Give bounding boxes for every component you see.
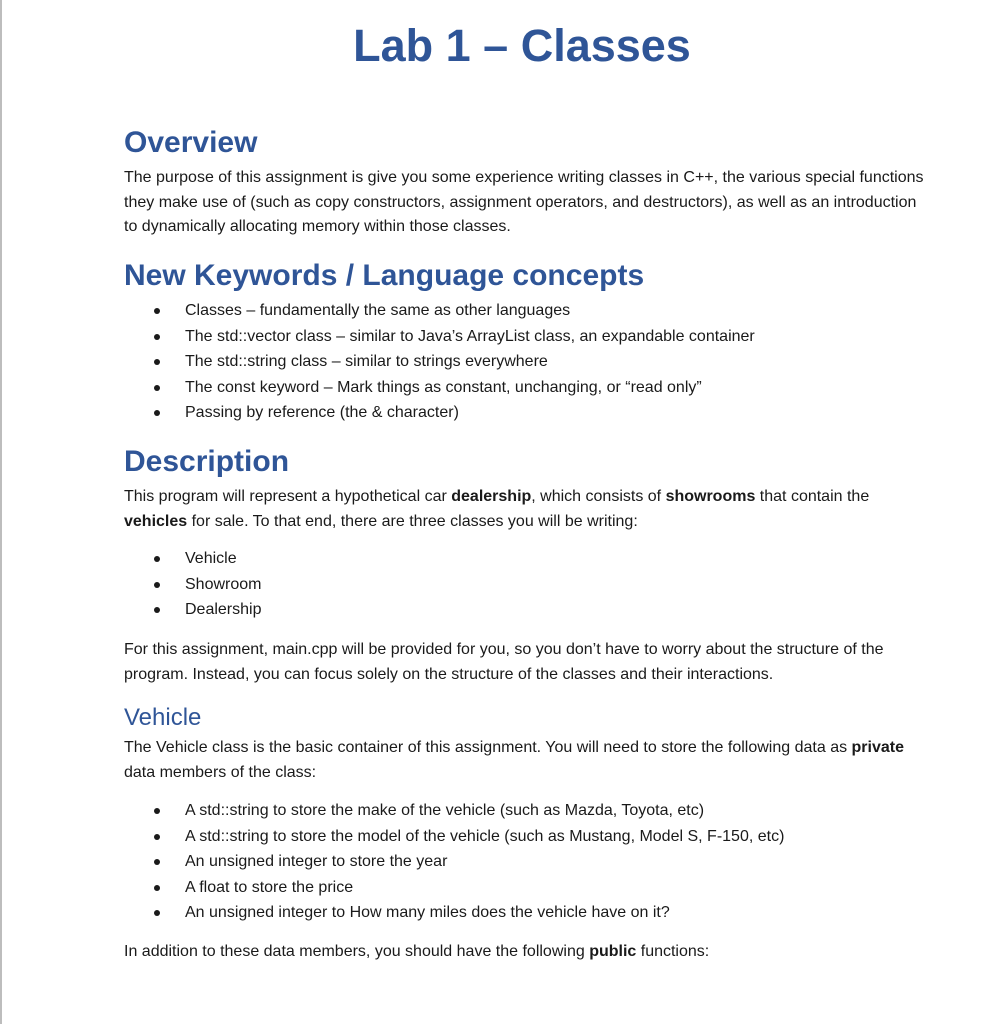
vehicle-intro-paragraph: The Vehicle class is the basic container of this assignment. You will need to store the following data as private data members of the class: (124, 739, 904, 781)
list-item: Showroom (124, 572, 924, 598)
list-item: Passing by reference (the & character) (124, 400, 924, 426)
vehicle-members-list (124, 798, 924, 926)
overview-paragraph: The purpose of this assignment is give you some experience writing classes in C++, the various special functions they make use of (such as copy constructors, assignment operators, and destructors), as well as an introduction to dynamically allocating memory within those classes. (124, 169, 924, 235)
classes-list (124, 546, 924, 623)
bullet-icon (154, 885, 160, 891)
document-title: Lab 1 – Classes (353, 20, 691, 71)
bullet-icon (154, 556, 160, 562)
bullet-icon (154, 410, 160, 416)
description-paragraph: This program will represent a hypothetical car dealership, which consists of showrooms that contain the vehicles for sale. To that end, there are three classes you will be writing: (124, 488, 870, 530)
vehicle-heading: Vehicle (124, 704, 202, 731)
main-cpp-paragraph: For this assignment, main.cpp will be provided for you, so you don’t have to worry about the structure of the program. Instead, you can focus solely on the structure of the classes and their interactions. (124, 641, 884, 683)
keywords-list (124, 298, 924, 426)
list-item: The std::vector class – similar to Java’s ArrayList class, an expandable container (124, 324, 924, 350)
bullet-icon (154, 607, 160, 613)
bullet-icon (154, 834, 160, 840)
bullet-icon (154, 859, 160, 865)
overview-heading: Overview (124, 126, 258, 159)
bullet-icon (154, 808, 160, 814)
list-item: Vehicle (124, 546, 924, 572)
bullet-icon (154, 385, 160, 391)
bullet-icon (154, 359, 160, 365)
public-functions-paragraph: In addition to these data members, you should have the following public functions: (124, 943, 710, 960)
list-item: Dealership (124, 597, 924, 623)
list-item: An unsigned integer to store the year (124, 849, 924, 875)
bullet-icon (154, 308, 160, 314)
keywords-heading: New Keywords / Language concepts (124, 259, 645, 292)
list-item: A std::string to store the model of the vehicle (such as Mustang, Model S, F-150, etc) (124, 824, 924, 850)
list-item: An unsigned integer to How many miles does the vehicle have on it? (124, 900, 924, 926)
list-item: Classes – fundamentally the same as other languages (124, 298, 924, 324)
bullet-icon (154, 910, 160, 916)
list-item: The const keyword – Mark things as constant, unchanging, or “read only” (124, 375, 924, 401)
list-item: A float to store the price (124, 875, 924, 901)
description-heading: Description (124, 445, 290, 478)
list-item: The std::string class – similar to strings everywhere (124, 349, 924, 375)
list-item: A std::string to store the make of the vehicle (such as Mazda, Toyota, etc) (124, 798, 924, 824)
bullet-icon (154, 334, 160, 340)
bullet-icon (154, 582, 160, 588)
page-left-edge (0, 0, 2, 1024)
